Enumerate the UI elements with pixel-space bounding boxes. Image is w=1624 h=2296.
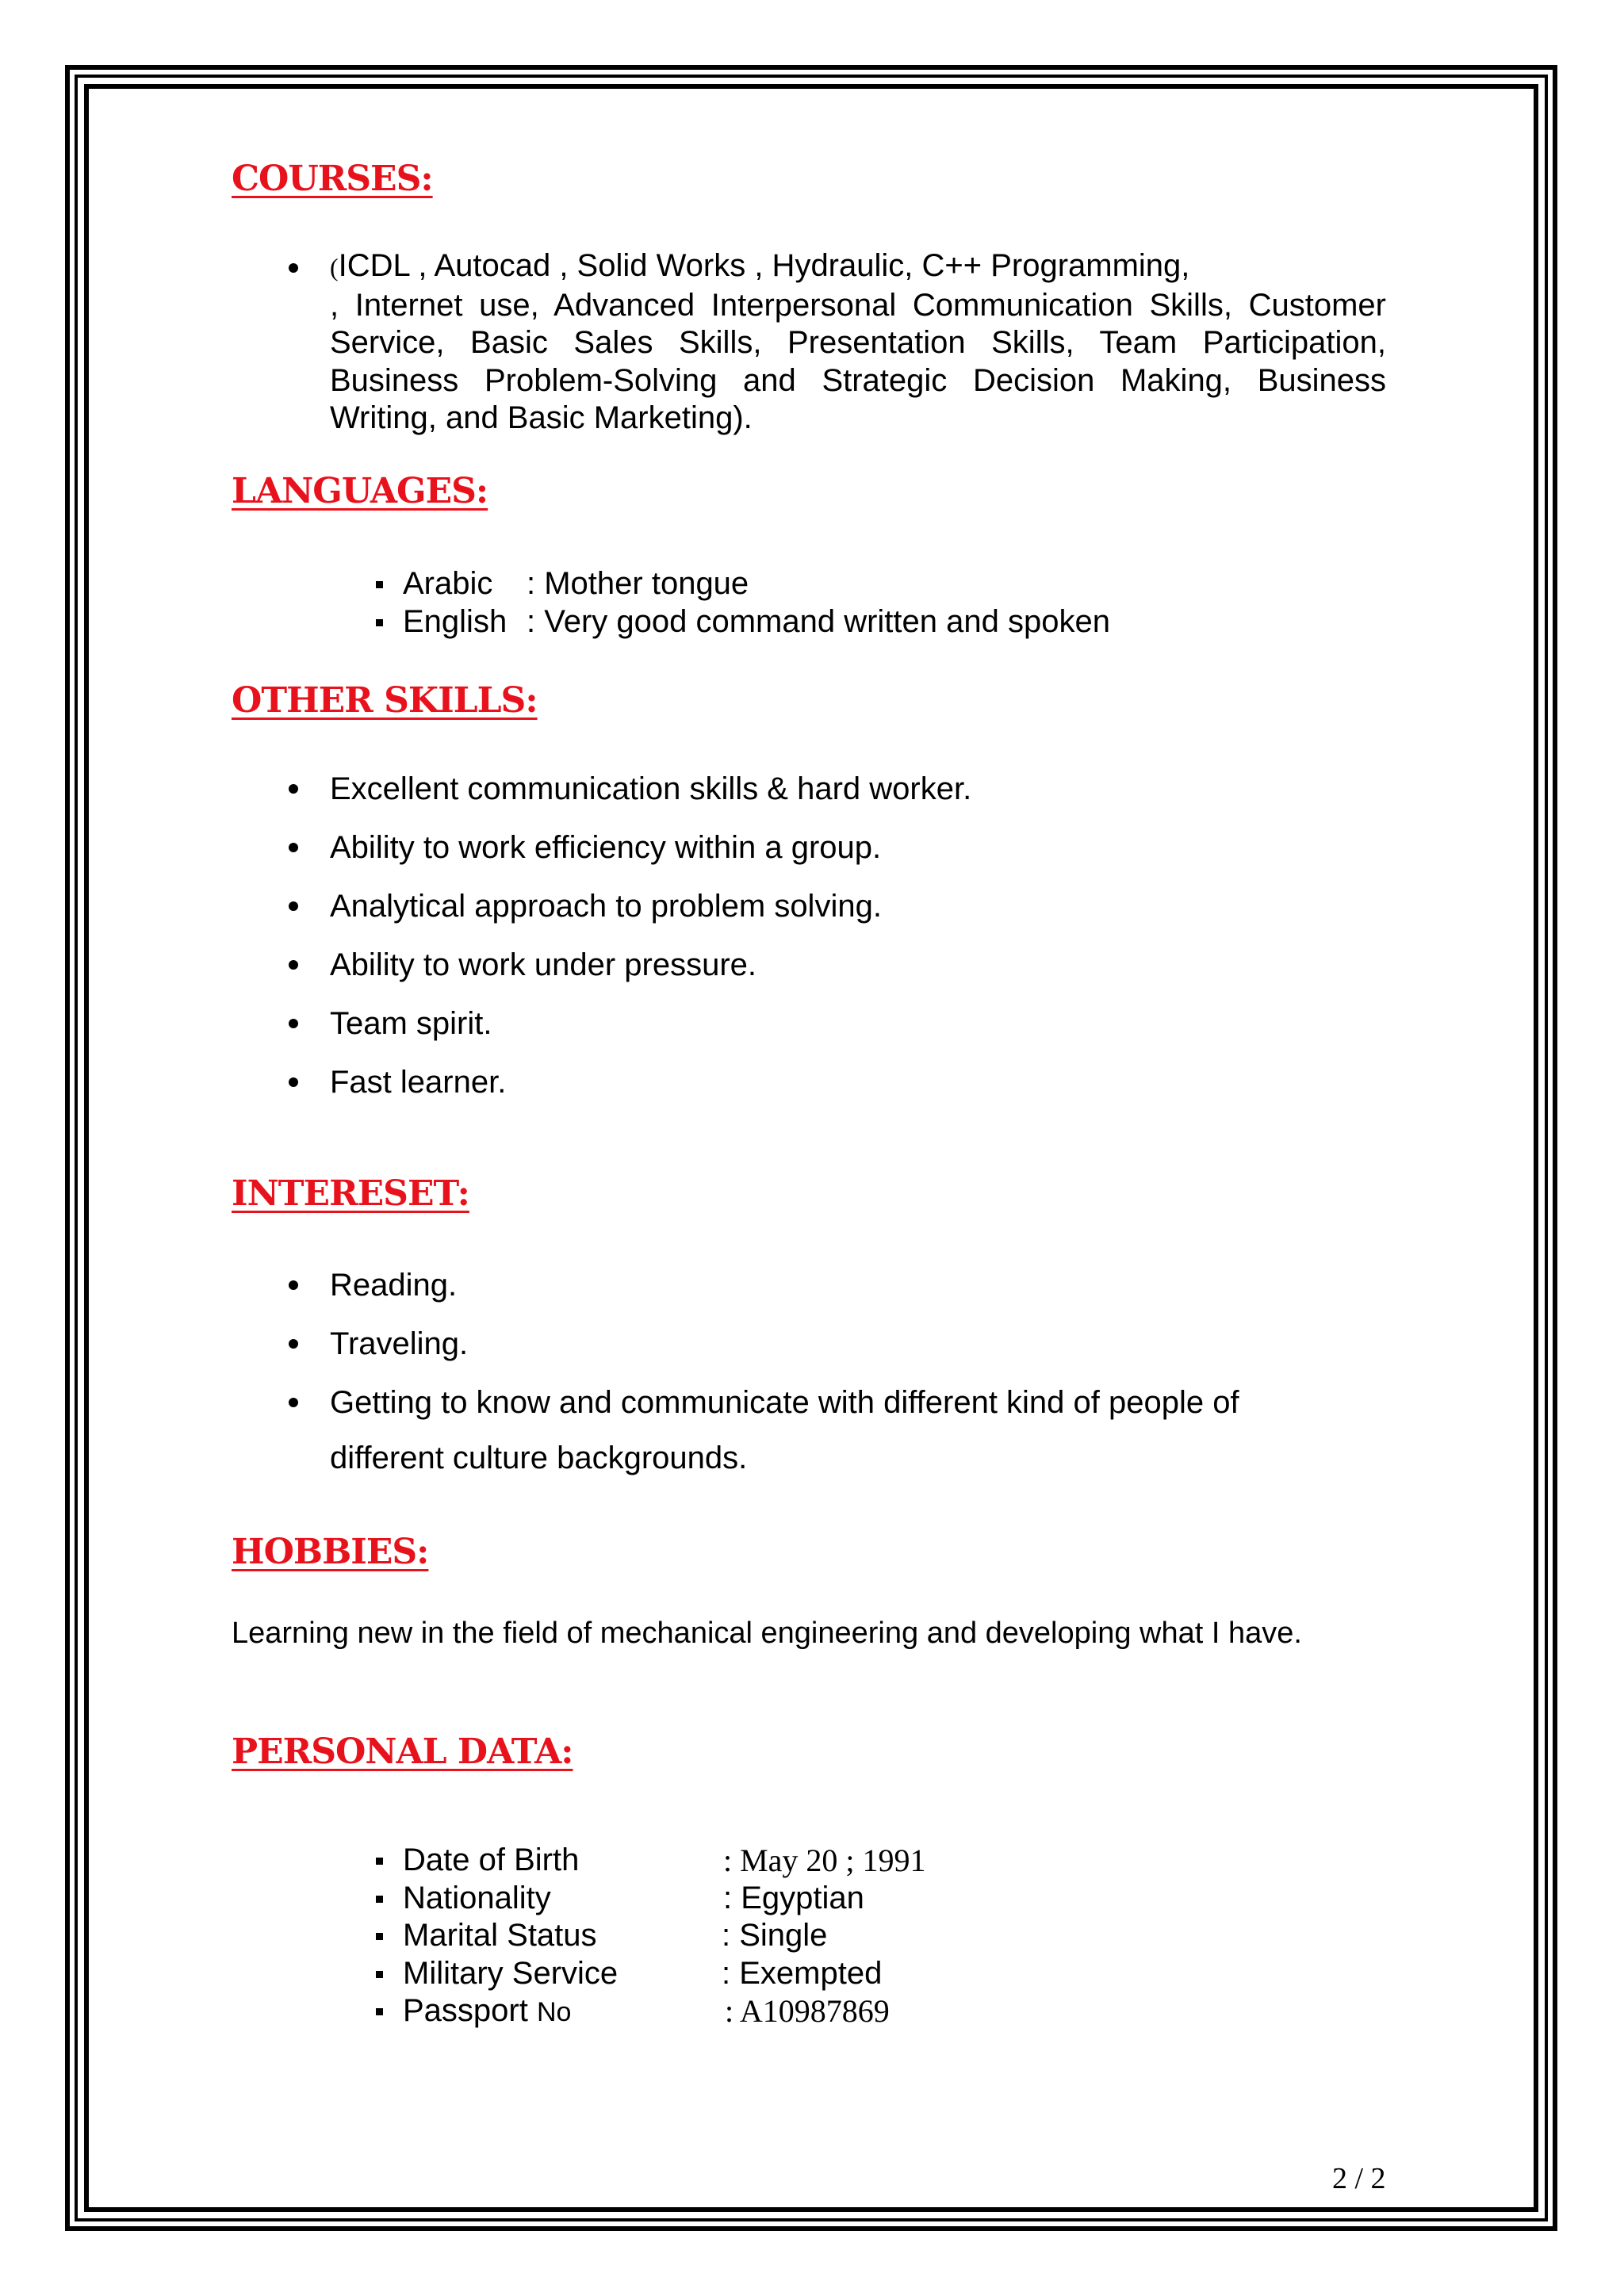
page-number: 2 / 2: [1332, 2162, 1386, 2195]
personal-data-value: : Egyptian: [723, 1881, 864, 1915]
hobbies-text: Learning new in the field of mechanical engineering and developing what I have.: [232, 1617, 1302, 1650]
personal-data-label: Marital Status: [403, 1918, 597, 1953]
language-name: Arabic: [403, 566, 493, 601]
personal-data-label: Nationality: [403, 1881, 551, 1915]
list-item: Reading.: [330, 1268, 458, 1303]
square-bullet-icon: [376, 1971, 383, 1978]
courses-rest: , Internet use, Advanced Interpersonal Communication Skills, Customer Service, Basic Sales Skills, Presentation Skills, Team Participation, Business Problem-Solving and Strategic Decision Making, Business Writing, and Basic Marketing).: [330, 287, 1386, 435]
list-item: Ability to work efficiency within a group.: [330, 830, 882, 865]
other-skills-heading: OTHER SKILLS:: [232, 680, 538, 721]
bullet-icon: [289, 1339, 298, 1349]
list-item: Excellent communication skills & hard worker.: [330, 771, 972, 806]
bullet-icon: [289, 1077, 298, 1087]
bullet-icon: [289, 901, 298, 911]
language-level: : Mother tongue: [527, 566, 749, 601]
personal-data-label: [403, 1992, 571, 2031]
courses-line-1: ICDL , Autocad , Solid Works , Hydraulic, C++ Programming,: [338, 248, 1190, 283]
list-item: Fast learner.: [330, 1065, 507, 1100]
personal-data-label: Date of Birth: [403, 1843, 580, 1877]
list-item: Team spirit.: [330, 1006, 492, 1041]
square-bullet-icon: [376, 581, 383, 588]
language-name: English: [403, 604, 508, 639]
courses-text: [330, 247, 1386, 438]
square-bullet-icon: [376, 619, 383, 626]
passport-label-no: No: [536, 1997, 572, 2027]
bullet-icon: [289, 263, 298, 273]
bullet-icon: [289, 1398, 298, 1407]
personal-data-value: : May 20 ; 1991: [723, 1843, 926, 1878]
hobbies-heading: HOBBIES:: [232, 1532, 429, 1572]
list-item: Ability to work under pressure.: [330, 947, 757, 982]
bullet-icon: [289, 960, 298, 970]
square-bullet-icon: [376, 1896, 383, 1903]
courses-heading: COURSES:: [232, 159, 433, 199]
languages-heading: LANGUAGES:: [232, 471, 488, 511]
square-bullet-icon: [376, 1933, 383, 1940]
bullet-icon: [289, 1280, 298, 1290]
personal-data-value: : A10987869: [725, 1993, 890, 2029]
personal-data-heading: PERSONAL DATA:: [232, 1732, 573, 1772]
personal-data-value: : Single: [722, 1918, 828, 1953]
list-item: Getting to know and communicate with different kind of people of: [330, 1385, 1239, 1420]
language-level: : Very good command written and spoken: [527, 604, 1110, 639]
personal-data-label: Military Service: [403, 1956, 619, 1991]
personal-data-value: : Exempted: [722, 1956, 883, 1991]
square-bullet-icon: [376, 1858, 383, 1865]
bullet-icon: [289, 843, 298, 852]
list-item: Analytical approach to problem solving.: [330, 889, 882, 924]
courses-open-paren: (: [330, 253, 339, 281]
bullet-icon: [289, 784, 298, 794]
interest-heading: INTERESET:: [232, 1173, 469, 1214]
passport-label: Passport: [403, 1993, 537, 2028]
bullet-icon: [289, 1019, 298, 1028]
square-bullet-icon: [376, 2008, 383, 2015]
list-item-continued: different culture backgrounds.: [330, 1441, 748, 1475]
list-item: Traveling.: [330, 1326, 469, 1361]
